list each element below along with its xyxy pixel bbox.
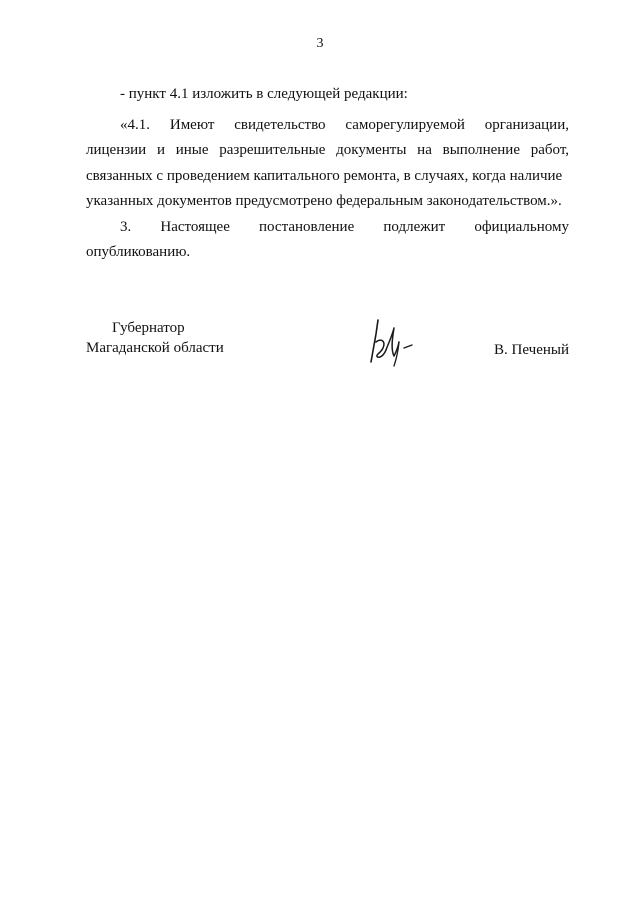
body-line-2: «4.1. Имеют свидетельство саморегулируемой организации, xyxy=(120,117,569,133)
body-line-6: 3. Настоящее постановление подлежит официальному xyxy=(120,219,569,235)
signature-block xyxy=(86,318,246,358)
page-number: 3 xyxy=(316,36,324,51)
body-line-3: лицензии и иные разрешительные документы на выполнение работ, xyxy=(86,142,569,158)
body-line-5: указанных документов предусмотрено федеральным законодательством.». xyxy=(86,193,562,209)
body-line-4: связанных с проведением капитального ремонта, в случаях, когда наличие xyxy=(86,168,563,184)
body-line-7: опубликованию. xyxy=(86,244,191,260)
handwritten-signature xyxy=(364,312,418,368)
signatory-title-line-2: Магаданской области xyxy=(86,340,224,356)
signer-name: В. Печеный xyxy=(494,342,569,358)
signatory-title-line-1: Губернатор xyxy=(112,320,185,336)
body-line-1: - пункт 4.1 изложить в следующей редакции: xyxy=(120,86,408,102)
